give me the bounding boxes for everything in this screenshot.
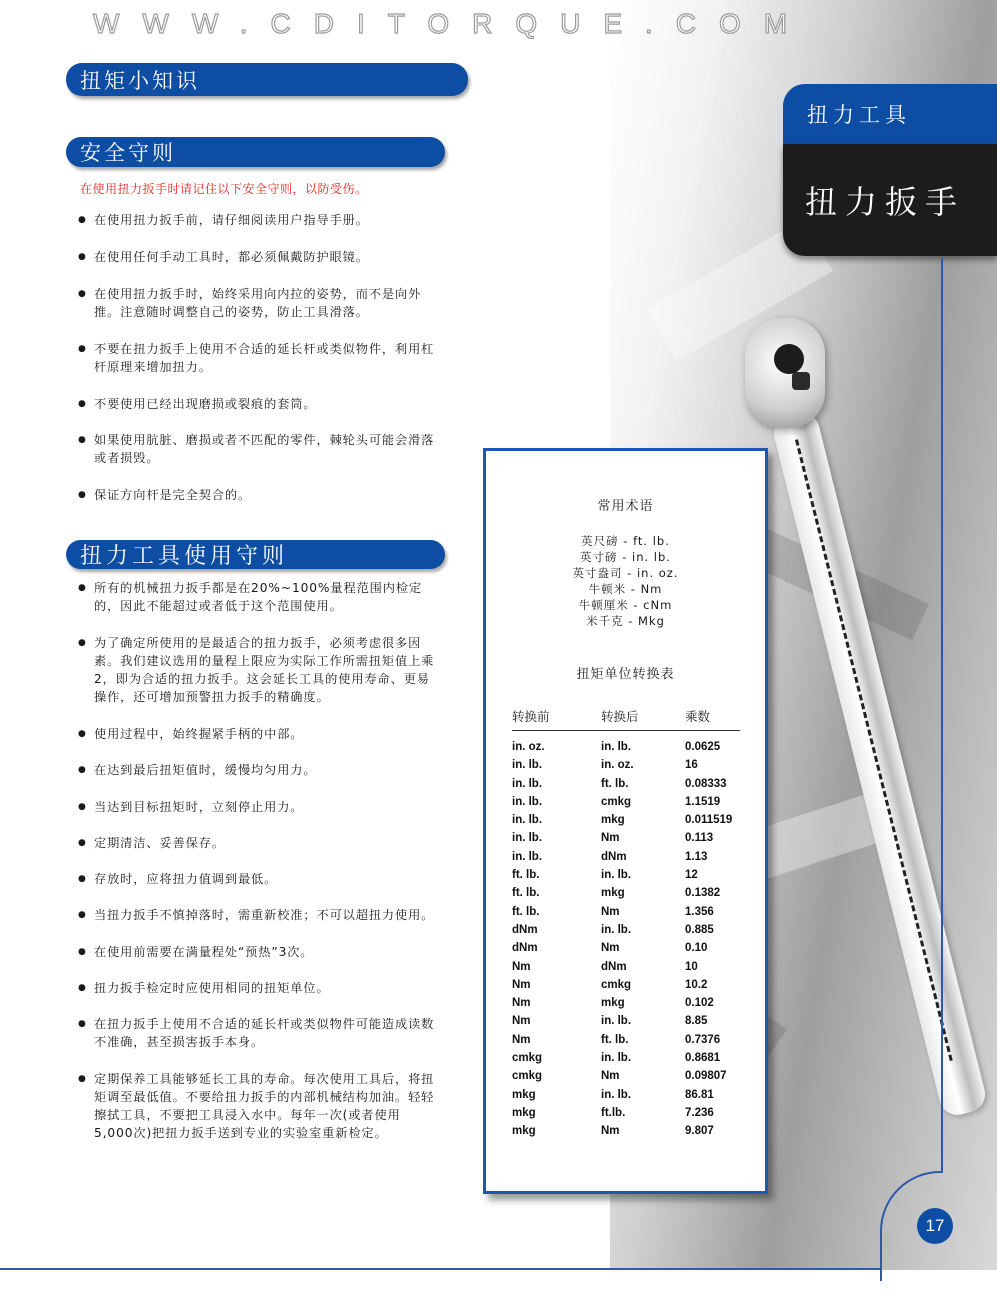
multiplier: 9.807: [685, 1125, 714, 1138]
table-row: [512, 997, 752, 1015]
to-unit: in. lb.: [601, 1088, 632, 1101]
table-row: [512, 778, 752, 796]
multiplier: 0.102: [685, 997, 714, 1010]
multiplier: 10.2: [685, 978, 708, 991]
multiplier: 10: [685, 960, 698, 973]
usage-list: [78, 579, 438, 1142]
from-unit: in. oz.: [512, 741, 545, 753]
multiplier: 1.356: [685, 905, 714, 918]
table-row: [512, 1089, 752, 1107]
multiplier: 7.236: [685, 1106, 714, 1119]
usage-item: ● 在扭力扳手上使用不合适的延长杆或类似物件可能造成读数不准确，甚至损害扳手本身。: [78, 1015, 438, 1051]
site-url: WWW.CDITORQUE.COM: [93, 8, 811, 39]
multiplier: 0.0625: [685, 741, 721, 753]
multiplier: 0.885: [685, 923, 714, 936]
to-unit: Nm: [601, 1125, 620, 1138]
table-row: [512, 906, 752, 924]
safety-item: ● 如果使用肮脏、磨损或者不匹配的零件，棘轮头可能会滑落或者损毁。: [78, 431, 438, 467]
table-row: [512, 1125, 752, 1143]
table-row: [512, 759, 752, 777]
conversion-panel: [483, 448, 768, 1194]
to-unit: in. lb.: [601, 741, 632, 753]
from-unit: Nm: [512, 1015, 531, 1028]
knowledge-section-title: 扭矩小知识: [66, 63, 468, 96]
from-unit: cmkg: [512, 1052, 543, 1065]
usage-item: ● 扭力扳手检定时应使用相同的扭矩单位。: [78, 979, 438, 997]
term-item: 英尺磅 - ft. lb.: [581, 534, 670, 548]
table-row: [512, 1052, 752, 1070]
usage-item: ● 定期保养工具能够延长工具的寿命。每次使用工具后，将扭矩调至最低值。不要给扭力扳手的内部机械结构加油。轻轻擦拭工具，不要把工具浸入水中。每年一次(或者使用5,000次)把扭力扳手送到专业的实验室重新检定。: [78, 1070, 438, 1142]
usage-item: ● 存放时，应将扭力值调到最低。: [78, 870, 438, 888]
from-unit: dNm: [512, 923, 538, 936]
header-multiplier: 乘数: [685, 709, 711, 724]
wrench-knob2-image: [792, 372, 810, 390]
usage-item: ● 在使用前需要在满量程处“预热”3次。: [78, 943, 438, 961]
safety-item: ● 不要在扭力扳手上使用不合适的延长杆或类似物件，利用杠杆原理来增加扭力。: [78, 340, 438, 376]
to-unit: dNm: [601, 960, 627, 973]
safety-item: ● 不要使用已经出现磨损或裂痕的套筒。: [78, 395, 438, 413]
table-row: [512, 1070, 752, 1088]
term-item: 牛顿厘米 - cNm: [578, 598, 673, 612]
table-row: [512, 832, 752, 850]
terms-title: 常用术语: [597, 499, 654, 514]
table-row: [512, 961, 752, 979]
from-unit: mkg: [512, 1125, 536, 1138]
conversion-header: [512, 707, 740, 731]
from-unit: ft. lb.: [512, 869, 540, 882]
multiplier: 0.8681: [685, 1052, 721, 1065]
from-unit: in. lb.: [512, 759, 543, 772]
usage-item: ● 在达到最后扭矩值时，缓慢均匀用力。: [78, 761, 438, 779]
term-item: 米千克 - Mkg: [586, 614, 665, 628]
from-unit: cmkg: [512, 1070, 543, 1083]
from-unit: mkg: [512, 1088, 536, 1101]
multiplier: 0.113: [685, 832, 714, 845]
to-unit: cmkg: [601, 978, 632, 991]
multiplier: 86.81: [685, 1088, 714, 1101]
header-to: 转换后: [601, 709, 639, 724]
multiplier: 0.10: [685, 942, 708, 955]
table-row: [512, 1107, 752, 1125]
page-number: 17: [917, 1208, 953, 1244]
table-row: [512, 979, 752, 997]
product-tab: 扭力扳手: [783, 144, 997, 256]
from-unit: in. lb.: [512, 832, 543, 845]
table-row: [512, 1034, 752, 1052]
table-row: [512, 942, 752, 960]
to-unit: ft.lb.: [601, 1106, 626, 1119]
conversion-title: 扭矩单位转换表: [576, 667, 675, 682]
wrench-knob-image: [774, 344, 804, 374]
usage-section-title: 扭力工具使用守则: [66, 540, 445, 569]
multiplier: 0.09807: [685, 1070, 727, 1083]
to-unit: Nm: [601, 942, 620, 955]
safety-section-title: 安全守则: [66, 137, 445, 167]
from-unit: dNm: [512, 942, 538, 955]
term-item: 英寸磅 - in. lb.: [580, 550, 671, 564]
to-unit: in. lb.: [601, 1015, 632, 1028]
from-unit: in. lb.: [512, 814, 543, 827]
multiplier: 0.7376: [685, 1033, 721, 1046]
safety-warning: 在使用扭力扳手时请记住以下安全守则，以防受伤。: [80, 182, 368, 196]
table-row: [512, 814, 752, 832]
to-unit: in. lb.: [601, 1052, 632, 1065]
table-row: [512, 796, 752, 814]
to-unit: mkg: [601, 814, 625, 827]
from-unit: ft. lb.: [512, 905, 540, 918]
from-unit: Nm: [512, 978, 531, 991]
to-unit: ft. lb.: [601, 777, 629, 790]
usage-item: ● 当达到目标扭矩时，立刻停止用力。: [78, 798, 438, 816]
usage-item: ● 当扭力扳手不慎掉落时，需重新校准；不可以超扭力使用。: [78, 906, 438, 924]
header-from: 转换前: [512, 709, 550, 724]
term-item: 牛顿米 - Nm: [588, 582, 663, 596]
safety-item: ● 在使用扭力扳手时，始终采用向内拉的姿势，而不是向外推。注意随时调整自己的姿势，防止工具滑落。: [78, 285, 438, 321]
from-unit: Nm: [512, 1033, 531, 1046]
table-row: [512, 869, 752, 887]
table-row: [512, 741, 752, 759]
from-unit: in. lb.: [512, 777, 543, 790]
to-unit: mkg: [601, 887, 625, 900]
multiplier: 0.011519: [685, 814, 733, 827]
safety-item: ● 在使用任何手动工具时，都必须佩戴防护眼镜。: [78, 248, 438, 266]
multiplier: 0.08333: [685, 777, 727, 790]
usage-item: ● 所有的机械扭力扳手都是在20%~100%量程范围内检定的，因此不能超过或者低于这个范围使用。: [78, 579, 438, 615]
to-unit: in. lb.: [601, 923, 632, 936]
usage-item: ● 定期清洁、妥善保存。: [78, 834, 438, 852]
to-unit: cmkg: [601, 795, 632, 808]
multiplier: 0.1382: [685, 887, 721, 900]
table-row: [512, 851, 752, 869]
safety-item: ● 在使用扭力扳手前，请仔细阅读用户指导手册。: [78, 211, 438, 229]
multiplier: 12: [685, 869, 698, 882]
multiplier: 8.85: [685, 1015, 708, 1028]
to-unit: Nm: [601, 832, 620, 845]
usage-item: ● 使用过程中，始终握紧手柄的中部。: [78, 725, 438, 743]
divider-line: [941, 258, 943, 1173]
category-tab: 扭力工具: [783, 84, 997, 144]
to-unit: in. lb.: [601, 869, 632, 882]
table-row: [512, 887, 752, 905]
to-unit: Nm: [601, 905, 620, 918]
to-unit: mkg: [601, 997, 625, 1010]
from-unit: Nm: [512, 960, 531, 973]
conversion-rows: [512, 741, 752, 1144]
multiplier: 1.13: [685, 850, 708, 863]
term-item: 英寸盎司 - in. oz.: [572, 566, 679, 580]
to-unit: in. oz.: [601, 759, 634, 772]
to-unit: Nm: [601, 1070, 620, 1083]
from-unit: mkg: [512, 1106, 536, 1119]
from-unit: Nm: [512, 997, 531, 1010]
table-row: [512, 924, 752, 942]
footer-line: [0, 1268, 880, 1270]
from-unit: in. lb.: [512, 850, 543, 863]
usage-item: ● 为了确定所使用的是最适合的扭力扳手，必须考虑很多因素。我们建议选用的量程上限应为实际工作所需扭矩值上乘2，即为合适的扭力扳手。这会延长工具的使用寿命、更易操作，还可增加预警扭力扳手的精确度。: [78, 634, 438, 706]
table-row: [512, 1015, 752, 1033]
to-unit: ft. lb.: [601, 1033, 629, 1046]
safety-list: [78, 211, 438, 504]
to-unit: dNm: [601, 850, 627, 863]
multiplier: 1.1519: [685, 795, 721, 808]
from-unit: in. lb.: [512, 795, 543, 808]
from-unit: ft. lb.: [512, 887, 540, 900]
terms-list: [486, 533, 765, 629]
safety-item: ● 保证方向杆是完全契合的。: [78, 486, 438, 504]
multiplier: 16: [685, 759, 698, 772]
